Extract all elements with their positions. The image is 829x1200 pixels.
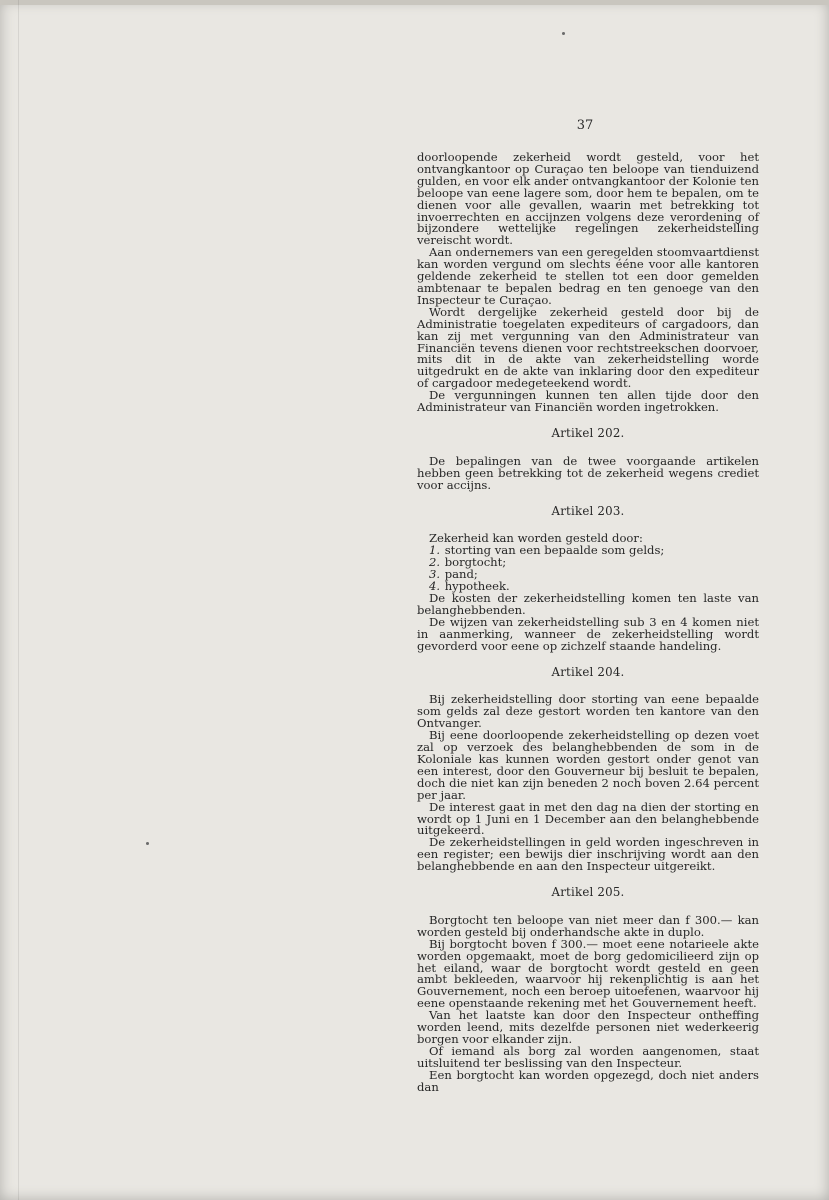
paragraph: Wordt dergelijke zekerheid gesteld door bij de Administratie toegelaten expediteurs of cargadoors, dan kan zij met vergunning van den Administrateur van Financiën tevens dienen voor rechtstreekschen doorvoer, mits dit in de akte van zekerheidstelling worde uitgedrukt en de akte van inklaring door den expediteur of cargadoor medegeteekend wordt.	[417, 304, 759, 391]
list-item-number: 1.	[429, 543, 441, 558]
list-item-number: 4.	[429, 579, 441, 594]
paragraph: Een borgtocht kan worden opgezegd, doch niet anders dan	[417, 1067, 759, 1094]
page-number: 37	[576, 118, 594, 133]
paragraph: De kosten der zekerheidstelling komen ten laste van belanghebbenden.	[417, 591, 759, 617]
paragraph: De zekerheidstellingen in geld worden ingeschreven in een register; een bewijs dier inschrijving wordt aan den belanghebbende en aan den Inspecteur uitgereikt.	[417, 835, 759, 874]
paragraph: Borgtocht ten beloope van niet meer dan f 300.— kan worden gesteld bij onderhandsche akte in duplo.	[417, 912, 759, 939]
article-202-heading: Artikel 202.	[551, 425, 625, 440]
paragraph: De vergunningen kunnen ten allen tijde door den Administrateur van Financiën worden ingetrokken.	[417, 388, 759, 415]
paragraph: Aan ondernemers van een geregelden stoomvaartdienst kan worden vergund om slechts ééne voor alle kantoren geldende zekerheid te stellen tot een door gemelden ambtenaar te bepalen bedrag en ten genoege van den Inspecteur te Curaçao.	[417, 245, 759, 307]
paragraph: Bij eene doorloopende zekerheidstelling op dezen voet zal op verzoek des belanghebbenden de som in de Koloniale kas kunnen worden gestort onder genot van een interest, door den Gouverneur bij besluit te bepalen, doch die niet kan zijn beneden 2 noch boven 2.64 percent per jaar.	[417, 728, 759, 802]
article-204-heading: Artikel 204.	[551, 664, 625, 679]
list-item-text: storting van een bepaalde som gelds;	[444, 543, 665, 558]
list-item-number: 3.	[429, 567, 441, 582]
article-205-heading: Artikel 205.	[551, 885, 625, 900]
article-203-heading: Artikel 203.	[551, 503, 625, 518]
paragraph: De bepalingen van de twee voorgaande artikelen hebben geen betrekking tot de zekerheid wegens crediet voor accijns.	[417, 453, 759, 492]
page-top-edge	[0, 0, 829, 5]
ink-speck	[562, 32, 565, 35]
text-column	[417, 152, 759, 1094]
paragraph: De interest gaat in met den dag na dien der storting en wordt op 1 Juni en 1 December aan den belanghebbende uitgekeerd.	[417, 799, 759, 838]
list-intro: Zekerheid kan worden gesteld door:	[429, 531, 643, 546]
binding-edge	[18, 0, 19, 1200]
list-item-number: 2.	[429, 555, 441, 570]
opening-paragraph: doorloopende zekerheid wordt gesteld, voor het ontvangkantoor op Curaçao ten beloope van tienduizend gulden, en voor elk ander ontvangkantoor der Kolonie ten beloope van eene lagere som, door hem te bepalen, om te dienen voor alle gevallen, waarin met betrekking tot invoerrechten en accijnzen volgens deze verordening of bijzondere wettelijke regelingen zekerheidstelling vereischt wordt.	[417, 150, 759, 248]
paragraph: Of iemand als borg zal worden aangenomen, staat uitsluitend ter beslissing van den Inspecteur.	[417, 1043, 759, 1070]
paragraph: Bij zekerheidstelling door storting van eene bepaalde som gelds zal deze gestort worden ten kantore van den Ontvanger.	[417, 692, 759, 731]
ink-speck	[146, 842, 149, 845]
list-item-text: pand;	[444, 567, 478, 582]
paragraph: De wijzen van zekerheidstelling sub 3 en 4 komen niet in aanmerking, wanneer de zekerheidstelling wordt gevorderd voor eene op zichzelf staande handeling.	[417, 614, 759, 653]
paragraph: Bij borgtocht boven f 300.— moet eene notarieele akte worden opgemaakt, moet de borg gedomicilieerd zijn op het eiland, waar de borgtocht wordt gesteld en geen ambt bekleeden, waarvoor hij rekenplichtig is aan het Gouvernement, noch een beroep uitoefenen, waarvoor hij eene openstaande rekening met het Gouvernement heeft.	[417, 936, 759, 1011]
list-item-text: borgtocht;	[444, 555, 507, 570]
paragraph: Van het laatste kan door den Inspecteur ontheffing worden leend, mits dezelfde personen niet wederkeerig borgen voor elkander zijn.	[417, 1008, 759, 1046]
list-item-text: hypotheek.	[444, 579, 510, 594]
